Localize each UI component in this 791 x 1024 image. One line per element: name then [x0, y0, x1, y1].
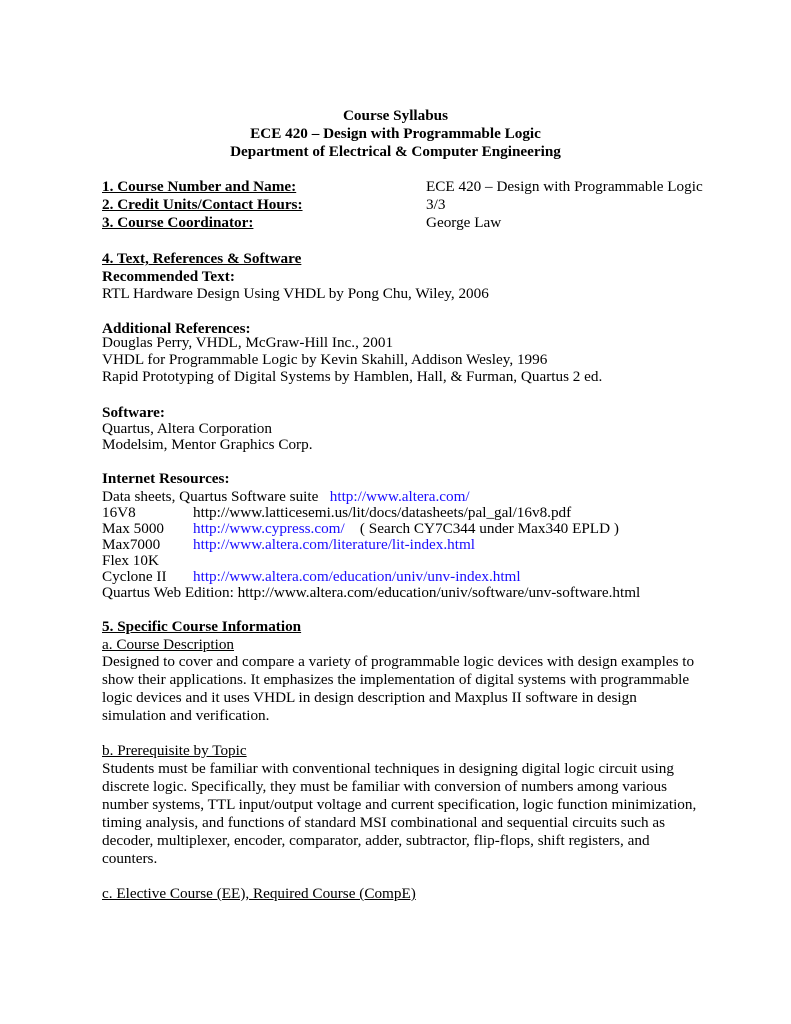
course-number-value: ECE 420 – Design with Programmable Logic — [426, 178, 703, 195]
course-description-line: simulation and verification. — [102, 707, 270, 724]
section-4-heading: 4. Text, References & Software — [102, 250, 302, 267]
max7000-label: Max7000 — [102, 536, 161, 553]
prerequisite-line: number systems, TTL input/output voltage and current specification, logic function minimization, — [102, 796, 697, 813]
cyclone-label: Cyclone II — [102, 568, 167, 585]
section-5-heading: 5. Specific Course Information — [102, 618, 302, 635]
coordinator-label: 3. Course Coordinator: — [102, 214, 254, 231]
cypress-link[interactable]: http://www.cypress.com/ — [193, 520, 345, 537]
altera-univ-link[interactable]: http://www.altera.com/education/univ/unv-index.html — [193, 568, 521, 585]
additional-reference: VHDL for Programmable Logic by Kevin Skahill, Addison Wesley, 1996 — [102, 351, 548, 368]
prerequisite-line: decoder, multiplexer, encoder, comparator, adder, subtractor, flip-flops, shift registers, and — [102, 832, 650, 849]
prerequisite-line: counters. — [102, 850, 158, 867]
software-item: Modelsim, Mentor Graphics Corp. — [102, 436, 313, 453]
department-title: Department of Electrical & Computer Engineering — [230, 143, 561, 160]
altera-literature-link[interactable]: http://www.altera.com/literature/lit-index.html — [193, 536, 476, 553]
course-description-line: logic devices and it uses VHDL in design description and Maxplus II software in design — [102, 689, 637, 706]
course-description-heading: a. Course Description — [102, 636, 235, 653]
coordinator-value: George Law — [426, 214, 502, 231]
prerequisite-line: Students must be familiar with conventional techniques in designing digital logic circuit using — [102, 760, 674, 777]
16v8-label: 16V8 — [102, 504, 136, 521]
recommended-text-heading: Recommended Text: — [102, 268, 235, 285]
software-heading: Software: — [102, 404, 165, 421]
web-edition-line: Quartus Web Edition: http://www.altera.com/education/univ/software/unv-software.html — [102, 584, 641, 601]
flex10k-label: Flex 10K — [102, 552, 159, 569]
recommended-text: RTL Hardware Design Using VHDL by Pong Chu, Wiley, 2006 — [102, 285, 489, 302]
additional-reference: Douglas Perry, VHDL, McGraw-Hill Inc., 2001 — [102, 334, 394, 351]
credit-units-label: 2. Credit Units/Contact Hours: — [102, 196, 303, 213]
elective-course-heading: c. Elective Course (EE), Required Course (CompE) — [102, 885, 416, 902]
max5000-note: ( Search CY7C344 under Max340 EPLD ) — [359, 520, 619, 537]
prerequisite-line: timing analysis, and functions of standard MSI combinational and sequential circuits such as — [102, 814, 666, 831]
additional-reference: Rapid Prototyping of Digital Systems by Hamblen, Hall, & Furman, Quartus 2 ed. — [102, 368, 603, 385]
course-description-line: show their applications. It emphasizes the implementation of digital systems with programmable — [102, 671, 690, 688]
prerequisite-heading: b. Prerequisite by Topic — [102, 742, 247, 759]
max5000-label: Max 5000 — [102, 520, 165, 537]
internet-resources-heading: Internet Resources: — [102, 470, 230, 487]
additional-references-heading: Additional References: — [102, 320, 251, 337]
altera-link[interactable]: http://www.altera.com/ — [329, 488, 470, 505]
16v8-url: http://www.latticesemi.us/lit/docs/datasheets/pal_gal/16v8.pdf — [193, 504, 572, 521]
datasheets-label: Data sheets, Quartus Software suite — [102, 488, 319, 505]
software-item: Quartus, Altera Corporation — [102, 420, 272, 437]
doc-title: Course Syllabus — [342, 107, 449, 124]
course-title: ECE 420 – Design with Programmable Logic — [250, 125, 541, 142]
prerequisite-line: discrete logic. Specifically, they must be familiar with conversion of numbers among various — [102, 778, 668, 795]
credit-units-value: 3/3 — [426, 196, 446, 213]
course-description-line: Designed to cover and compare a variety of programmable logic devices with design examples to — [102, 653, 695, 670]
course-number-label: 1. Course Number and Name: — [102, 178, 297, 195]
